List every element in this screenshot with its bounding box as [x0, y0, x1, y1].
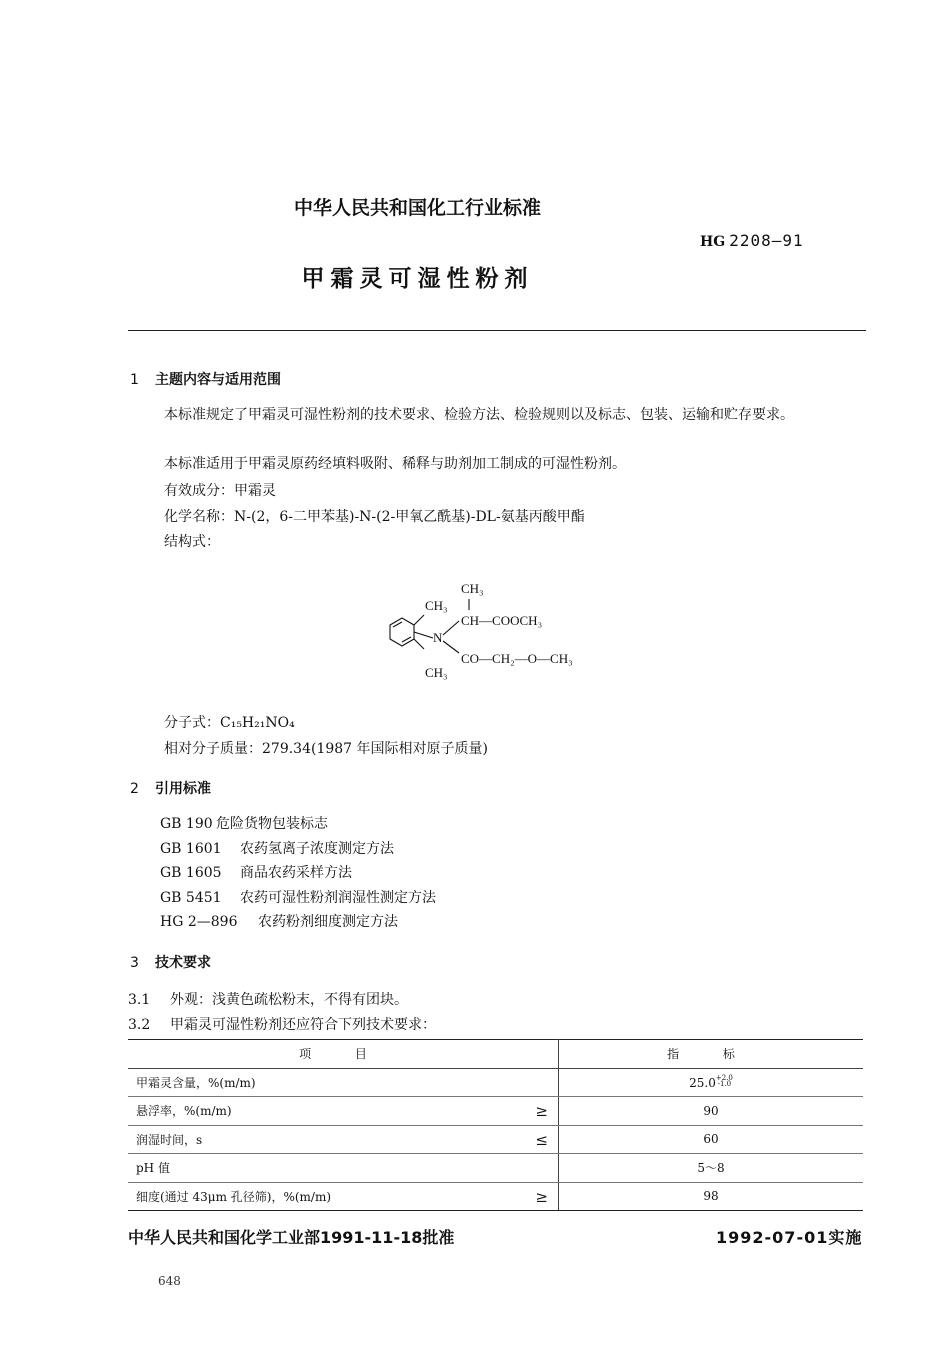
clause-3-1: 3.1 外观：浅黄色疏松粉末，不得有团块。 [128, 992, 408, 1008]
row-item: 细度(通过 43μm 孔径筛)，%(m/m) ≥ [128, 1182, 559, 1211]
title-divider [128, 330, 866, 331]
col-value-header: 指 标 [559, 1040, 864, 1069]
section-1-para-2: 本标准适用于甲霜灵原药经填料吸附、稀释与助剂加工制成的可湿性粉剂。 [164, 456, 626, 472]
section-1-heading: 1 主题内容与适用范围 [130, 372, 281, 388]
table-row [128, 1182, 863, 1211]
org-title: 中华人民共和国化工行业标准 [293, 197, 541, 219]
table-row [128, 1068, 863, 1097]
row-value: 98 [559, 1182, 864, 1211]
reference-item: HG 2—896 农药粉剂细度测定方法 [160, 914, 398, 930]
implementation-date: 1992-07-01实施 [716, 1228, 863, 1247]
reference-list [160, 813, 436, 936]
table-row [128, 1097, 863, 1126]
row-item: 润湿时间，s ≤ [128, 1125, 559, 1154]
row-value: 5～8 [559, 1154, 864, 1183]
active-ingredient: 有效成分：甲霜灵 [164, 483, 276, 499]
chemical-name: 化学名称：N-(2，6-二甲苯基)-N-(2-甲氧乙酰基)-DL-氨基丙酸甲酯 [164, 509, 585, 525]
spec-table-header [128, 1040, 863, 1069]
structure-lower-branch: CO—CH₂—O—CH₃ [461, 651, 573, 666]
structural-formula [375, 575, 625, 685]
reference-item: GB 190 危险货物包装标志 [160, 816, 328, 832]
structure-bond-n-ch [443, 621, 459, 635]
col-item-header: 项 目 [128, 1040, 559, 1069]
structure-bond-ring-ch3 [414, 615, 424, 625]
molecular-formula: 分子式：C₁₅H₂₁NO₄ [164, 715, 295, 731]
row-value: 90 [559, 1097, 864, 1126]
structure-ring-ch3-top: CH₃ [425, 598, 448, 613]
table-row [128, 1125, 863, 1154]
reference-item: GB 1601 农药氢离子浓度测定方法 [160, 840, 394, 857]
structure-label: 结构式： [164, 534, 220, 550]
section-2-heading: 2 引用标准 [130, 781, 211, 797]
standard-number: HG 2208—91 [700, 231, 804, 250]
row-value: 60 [559, 1125, 864, 1154]
tolerance: +2.0 -1.0 [715, 1073, 733, 1088]
section-1-para-1: 本标准规定了甲霜灵可湿性粉剂的技术要求、检验方法、检验规则以及标志、包装、运输和贮存要求。 [164, 407, 794, 423]
structure-nitrogen: N [433, 630, 443, 645]
clause-3-2: 3.2 甲霜灵可湿性粉剂还应符合下列技术要求： [128, 1017, 436, 1033]
structure-ring-ch3-bottom: CH₃ [425, 665, 448, 680]
row-value: 25.0+2.0 -1.0 [559, 1068, 864, 1097]
structure-top-ch3: CH₃ [461, 581, 484, 596]
document-title: 甲霜灵可湿性粉剂 [301, 266, 534, 292]
structure-bond-n-co [443, 641, 459, 653]
molecular-mass: 相对分子质量：279.34(1987 年国际相对原子质量) [164, 741, 488, 757]
row-item: pH 值 [128, 1154, 559, 1183]
table-row [128, 1154, 863, 1183]
approval-line: 中华人民共和国化学工业部1991-11-18批准 [128, 1228, 455, 1247]
section-3-heading: 3 技术要求 [130, 955, 211, 971]
reference-item: GB 5451 农药可湿性粉剂润湿性测定方法 [160, 889, 436, 906]
structure-upper-branch: CH—COOCH₃ [461, 613, 543, 628]
row-item: 悬浮率，%(m/m) ≥ [128, 1097, 559, 1126]
structure-bond-ring-ch3 [414, 639, 424, 649]
structure-bond-ring-n [414, 632, 433, 638]
row-item: 甲霜灵含量，%(m/m) [128, 1068, 559, 1097]
reference-item: GB 1605 商品农药采样方法 [160, 865, 352, 881]
spec-table [128, 1039, 863, 1211]
page-number: 648 [158, 1274, 181, 1288]
